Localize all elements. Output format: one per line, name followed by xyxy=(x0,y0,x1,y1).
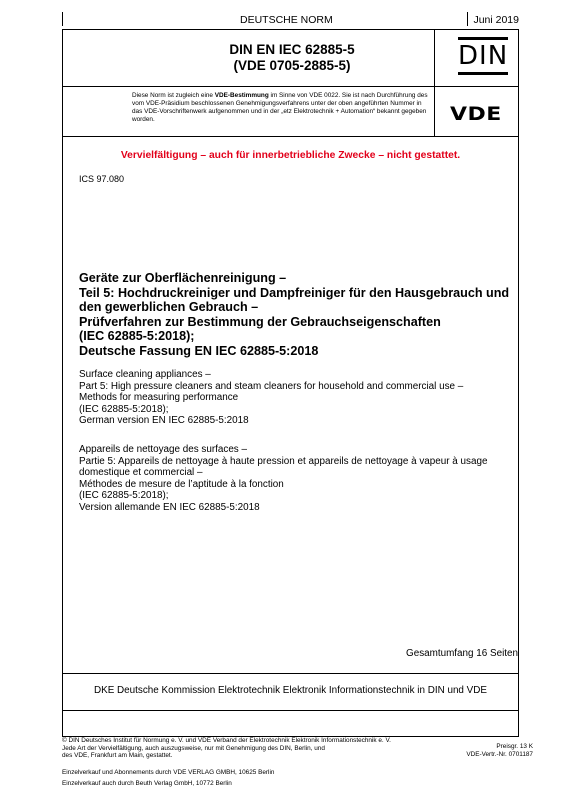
top-right-separator xyxy=(467,12,468,26)
price-group: Preisgr. 13 K xyxy=(496,743,533,750)
vde-regulation-note: Diese Norm ist zugleich eine VDE-Bestimmung im Sinne von VDE 0022. Sie ist nach Durchführung des vom VDE-Präsidium beschlossenen Genehmigungsverfahrens unter der oben angeführten Nummer in das VDE-Vorschriftenwerk aufgenommen und in der „etz Elektrotechnik + Automation“ bekannt gegeben worden. xyxy=(132,92,428,124)
sales-info-vde: Einzelverkauf und Abonnements durch VDE VERLAG GMBH, 10625 Berlin xyxy=(62,769,275,776)
dke-row xyxy=(62,673,519,711)
din-logo: DIN xyxy=(458,37,508,75)
publication-date: Juni 2019 xyxy=(473,14,519,26)
norm-type-label: DEUTSCHE NORM xyxy=(240,14,333,26)
title-english: Surface cleaning appliances – Part 5: High pressure cleaners and steam cleaners for household and commercial use – Methods for measuring performance (IEC 62885-5:2018); German version EN IEC 62885-5:2018 xyxy=(79,369,464,427)
price-info xyxy=(430,743,533,758)
copy-warning: Vervielfältigung – auch für innerbetriebliche Zwecke – nicht gestattet. xyxy=(120,150,461,161)
vde-logo: VDE xyxy=(450,103,502,126)
document-number xyxy=(182,42,402,74)
copyright-notice: © DIN Deutsches Institut für Normung e. V. und VDE Verband der Elektrotechnik Elektronik Informationstechnik e. V. Jede Art der Vervielfältigung, auch auszugsweise, nur mit Genehmigung des DIN, Berlin, und des VDE, Frankfurt am Main, gestattet. xyxy=(62,737,391,760)
top-left-separator xyxy=(62,12,63,26)
document-number-din: DIN EN IEC 62885-5 xyxy=(229,42,355,57)
title-french: Appareils de nettoyage des surfaces – Partie 5: Appareils de nettoyage à haute pression et appareils de nettoyage à vapeur à usage domestique et commercial – Méthodes de mesure de l’aptitude à la fonction (IEC 62885-5:2018); Version allemande EN IEC 62885-5:2018 xyxy=(79,444,488,513)
sales-info-beuth: Einzelverkauf auch durch Beuth Verlag GmbH, 10772 Berlin xyxy=(62,780,232,787)
total-pages: Gesamtumfang 16 Seiten xyxy=(406,648,518,659)
header-vde-row xyxy=(62,87,519,137)
dke-committee: DKE Deutsche Kommission Elektrotechnik Elektronik Informationstechnik in DIN und VDE xyxy=(94,685,487,696)
header-title-row xyxy=(62,29,519,87)
vde-order-number: VDE-Vertr.-Nr. 0701187 xyxy=(466,750,533,758)
document-number-vde: (VDE 0705-2885-5) xyxy=(233,58,351,73)
title-german: Geräte zur Oberflächenreinigung – Teil 5: Hochdruckreiniger und Dampfreiniger für den Hausgebrauch und den gewerblichen Gebrauch – Prüfverfahren zur Bestimmung der Gebrauchseigenschaften (IEC 62885-5:2018); Deutsche Fassung EN IEC 62885-5:2018 xyxy=(79,271,510,358)
ics-code: ICS 97.080 xyxy=(79,174,125,184)
